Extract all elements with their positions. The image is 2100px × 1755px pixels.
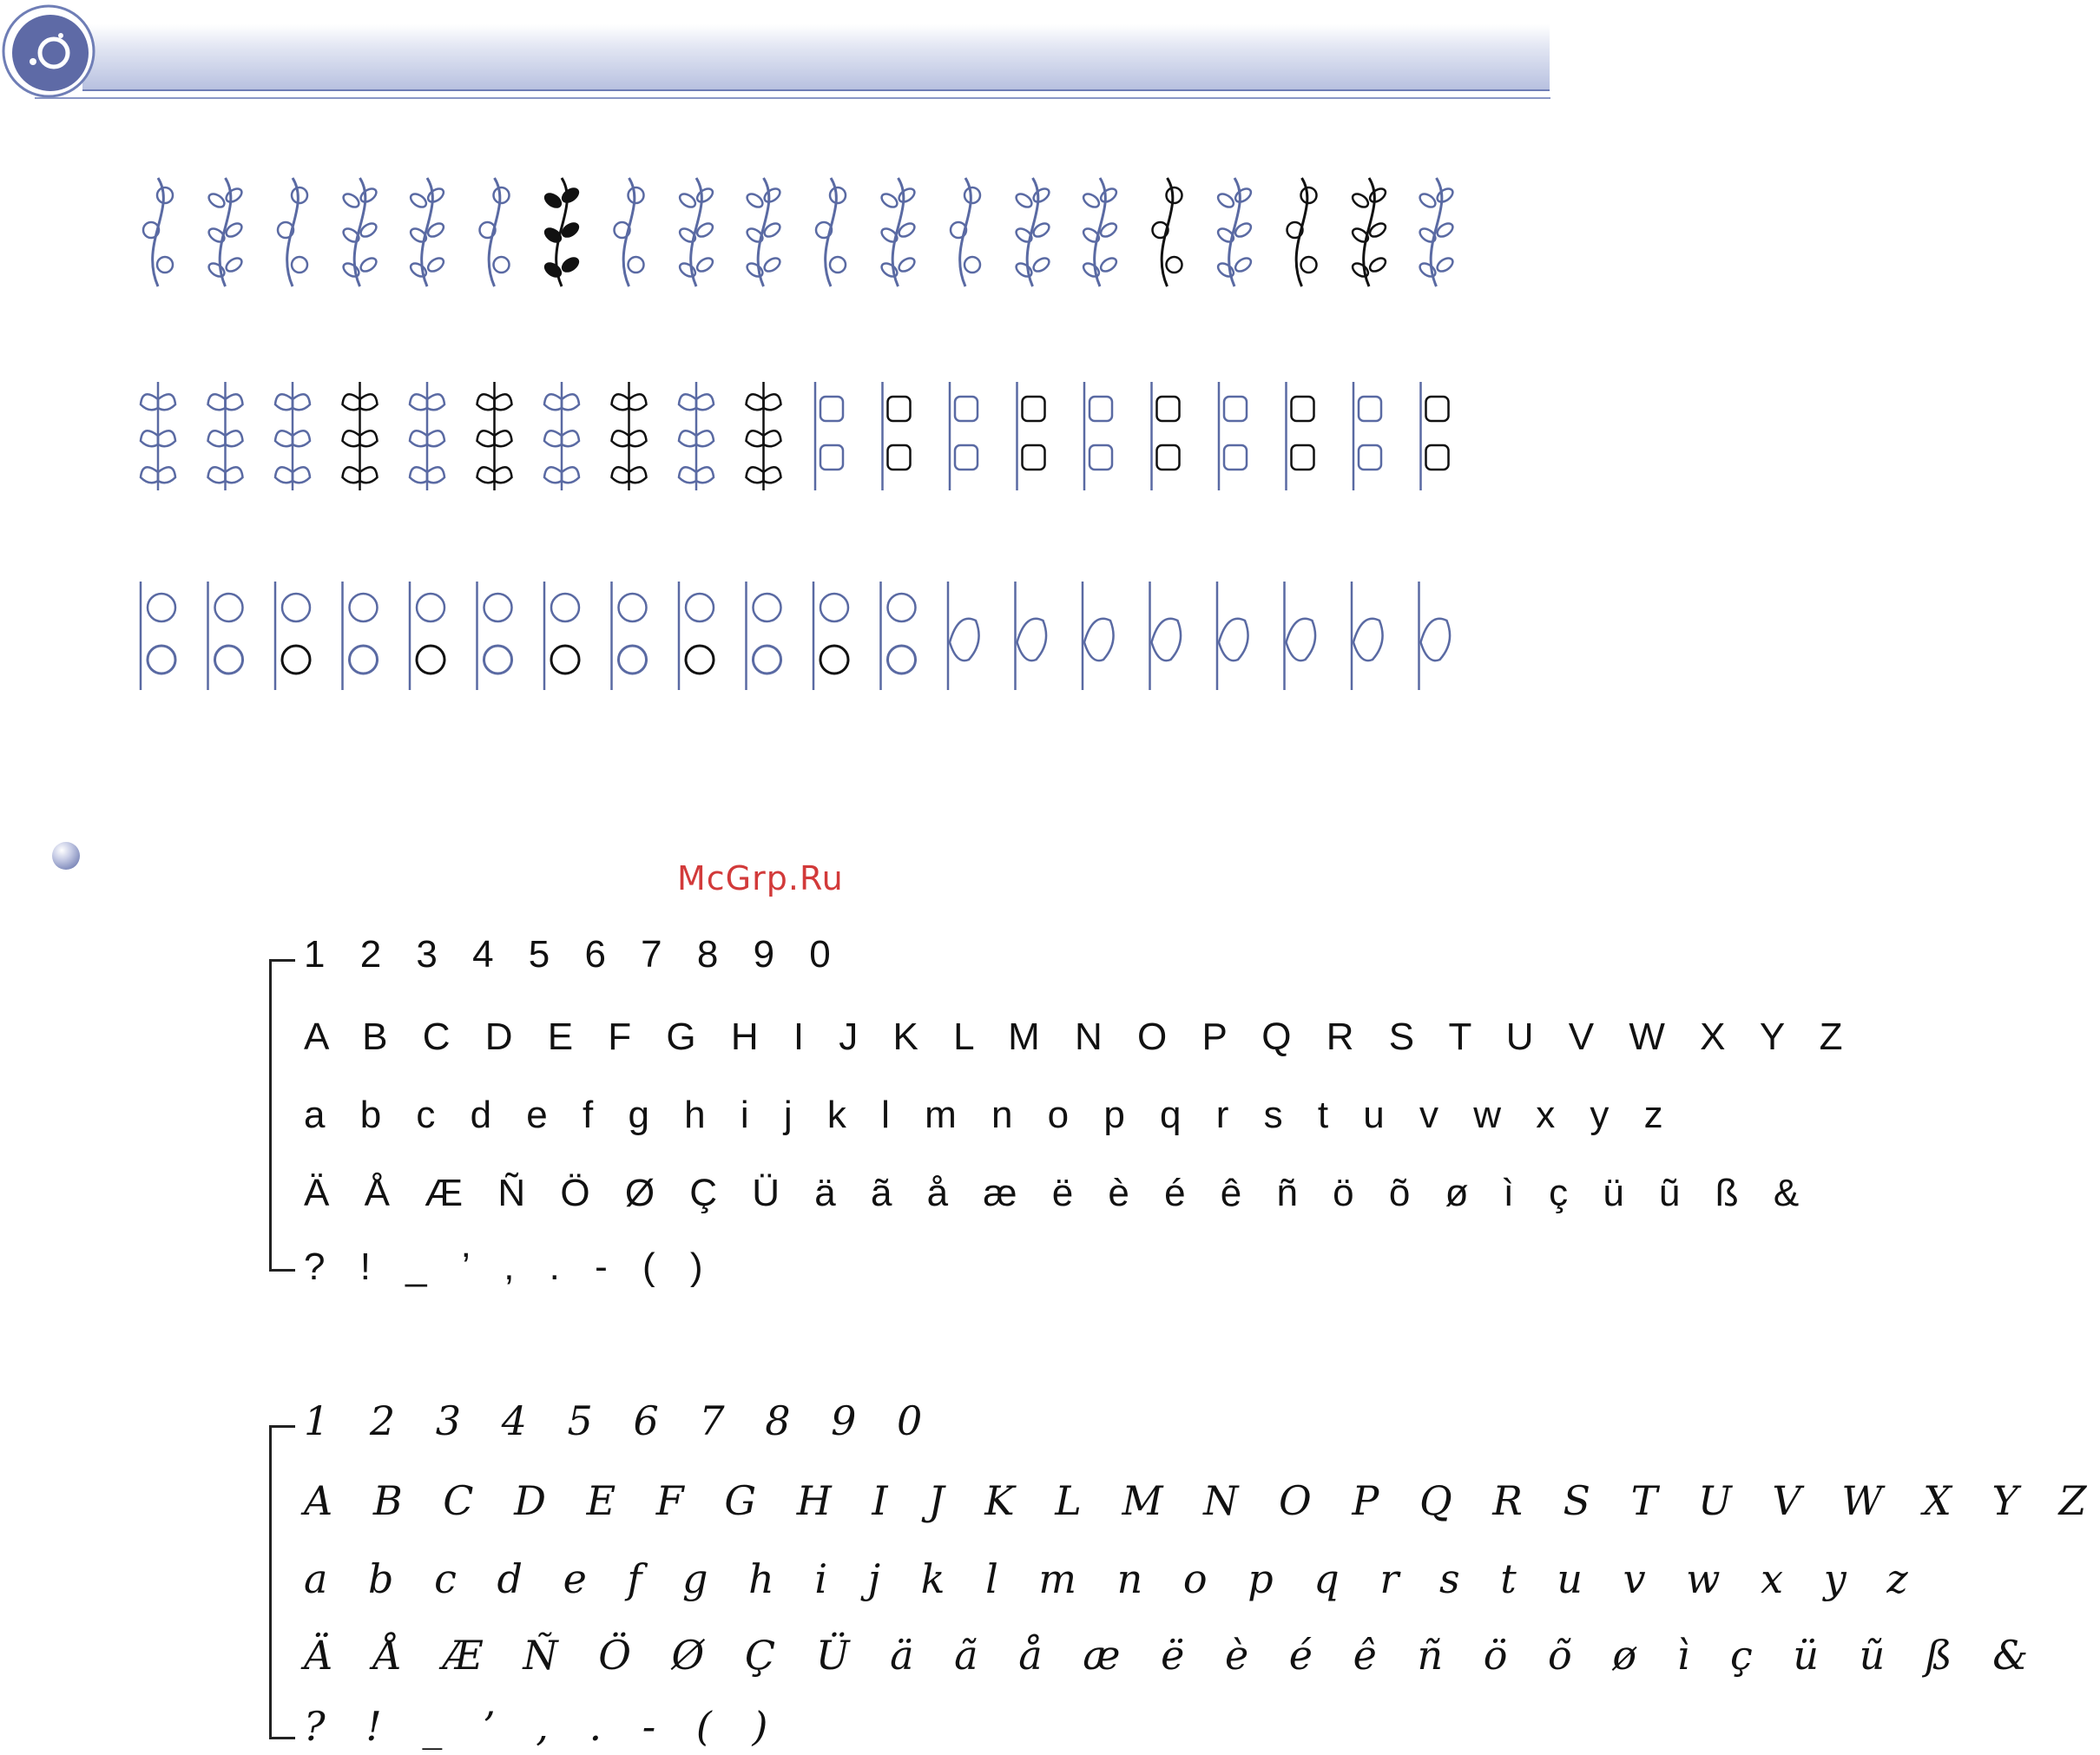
stitch-pattern-3-5 xyxy=(410,582,444,690)
block-accented: Ä Å Æ Ñ Ö Ø Ç Ü ä ã å æ ë è é ê ñ ö õ ø ì ç ü ũ ß & xyxy=(304,1172,1812,1214)
stitch-pattern-3-12 xyxy=(881,582,916,690)
stitch-pattern-2-6 xyxy=(477,382,512,490)
stitch-pattern-1-8 xyxy=(615,178,644,286)
stitch-pattern-3-7 xyxy=(544,582,579,690)
stitch-pattern-2-16 xyxy=(1152,382,1180,490)
decorative-stitch-row-2 xyxy=(0,378,1550,499)
stitch-pattern-3-10 xyxy=(747,582,781,690)
stitch-pattern-1-1 xyxy=(143,178,173,286)
script-punctuation: ? ! _ ’ , . - ( ) xyxy=(304,1703,782,1750)
stitch-pattern-3-14 xyxy=(1016,582,1047,690)
stitch-pattern-1-12 xyxy=(879,178,917,286)
watermark-text: McGrp.Ru xyxy=(677,859,844,897)
stitch-pattern-1-17 xyxy=(1215,178,1253,286)
stitch-pattern-1-10 xyxy=(745,178,782,286)
decorative-stitch-row-1 xyxy=(0,174,1550,295)
stitch-pattern-1-4 xyxy=(341,178,379,286)
block-font-bracket xyxy=(269,959,272,1272)
script-lowercase: a b c d e f g h i j k l m n o p q r s t u v w x y z xyxy=(304,1555,1922,1602)
stitch-pattern-2-13 xyxy=(950,382,978,490)
stitch-pattern-2-17 xyxy=(1219,382,1247,490)
script-accented: Ä Å Æ Ñ Ö Ø Ç Ü ä ã å æ ë è é ê ñ ö õ ø ì ç ü ũ ß & xyxy=(304,1632,2043,1679)
stitch-pattern-1-9 xyxy=(677,178,714,286)
stitch-pattern-1-14 xyxy=(1014,178,1051,286)
block-punctuation: ? ! _ ’ , . - ( ) xyxy=(304,1246,715,1288)
stitch-pattern-1-7 xyxy=(543,178,580,286)
stitch-pattern-3-8 xyxy=(612,582,647,690)
stitch-pattern-2-19 xyxy=(1353,382,1381,490)
stitch-pattern-2-20 xyxy=(1421,382,1449,490)
stitch-pattern-3-15 xyxy=(1083,582,1114,690)
header-rule xyxy=(35,97,1550,99)
stitch-pattern-2-14 xyxy=(1017,382,1045,490)
stitch-row-2-svg xyxy=(0,378,1550,499)
stitch-pattern-3-17 xyxy=(1217,582,1248,690)
stitch-row-3-svg xyxy=(0,577,1550,699)
stitch-pattern-3-19 xyxy=(1352,582,1383,690)
stitch-pattern-3-13 xyxy=(948,582,979,690)
stitch-pattern-3-1 xyxy=(141,582,175,690)
stitch-pattern-3-9 xyxy=(679,582,714,690)
stitch-pattern-2-12 xyxy=(883,382,911,490)
stitch-pattern-2-7 xyxy=(544,382,579,490)
stitch-pattern-2-4 xyxy=(343,382,378,490)
stitch-pattern-2-9 xyxy=(679,382,714,490)
section-bullet-icon xyxy=(52,842,80,870)
stitch-pattern-1-5 xyxy=(408,178,445,286)
stitch-pattern-3-2 xyxy=(208,582,243,690)
stitch-pattern-2-10 xyxy=(747,382,781,490)
stitch-pattern-1-18 xyxy=(1287,178,1317,286)
stitch-pattern-1-15 xyxy=(1081,178,1118,286)
stitch-pattern-2-3 xyxy=(275,382,310,490)
stitch-pattern-3-11 xyxy=(813,582,848,690)
stitch-pattern-2-5 xyxy=(410,382,444,490)
stitch-pattern-3-4 xyxy=(343,582,378,690)
stitch-pattern-1-13 xyxy=(951,178,980,286)
script-font-charset xyxy=(269,1397,2100,1750)
block-uppercase: A B C D E F G H I J K L M N O P Q R S T U V W X Y Z xyxy=(304,1016,1855,1058)
decorative-stitch-row-3 xyxy=(0,577,1550,699)
stitch-pattern-3-18 xyxy=(1285,582,1316,690)
stitch-pattern-3-3 xyxy=(275,582,310,690)
stitch-row-1-svg xyxy=(0,174,1550,295)
stitch-pattern-1-11 xyxy=(816,178,846,286)
script-font-bracket xyxy=(269,1425,272,1739)
stitch-pattern-2-18 xyxy=(1287,382,1314,490)
stitch-pattern-1-19 xyxy=(1350,178,1387,286)
header-band xyxy=(82,24,1550,91)
stitch-pattern-3-16 xyxy=(1150,582,1182,690)
stitch-pattern-3-6 xyxy=(477,582,512,690)
stitch-pattern-2-2 xyxy=(208,382,243,490)
stitch-pattern-1-20 xyxy=(1418,178,1455,286)
stitch-pattern-1-3 xyxy=(278,178,307,286)
stitch-pattern-3-20 xyxy=(1419,582,1451,690)
stitch-pattern-2-11 xyxy=(815,382,843,490)
stitch-pattern-2-15 xyxy=(1084,382,1112,490)
stitch-pattern-1-16 xyxy=(1153,178,1182,286)
script-numbers: 1 2 3 4 5 6 7 8 9 0 xyxy=(304,1397,937,1444)
stitch-pattern-1-2 xyxy=(207,178,244,286)
block-lowercase: a b c d e f g h i j k l m n o p q r s t u v w x y z xyxy=(304,1094,1675,1136)
stitch-pattern-1-6 xyxy=(480,178,510,286)
stitch-pattern-2-8 xyxy=(612,382,647,490)
script-uppercase: A B C D E F G H I J K L M N O P Q R S T U V W X Y Z xyxy=(304,1477,2100,1524)
block-font-charset xyxy=(269,933,1855,1288)
header-bar xyxy=(0,0,1550,108)
stitch-pattern-2-1 xyxy=(141,382,175,490)
sewing-pattern-icon xyxy=(2,4,95,98)
block-numbers: 1 2 3 4 5 6 7 8 9 0 xyxy=(304,933,843,976)
